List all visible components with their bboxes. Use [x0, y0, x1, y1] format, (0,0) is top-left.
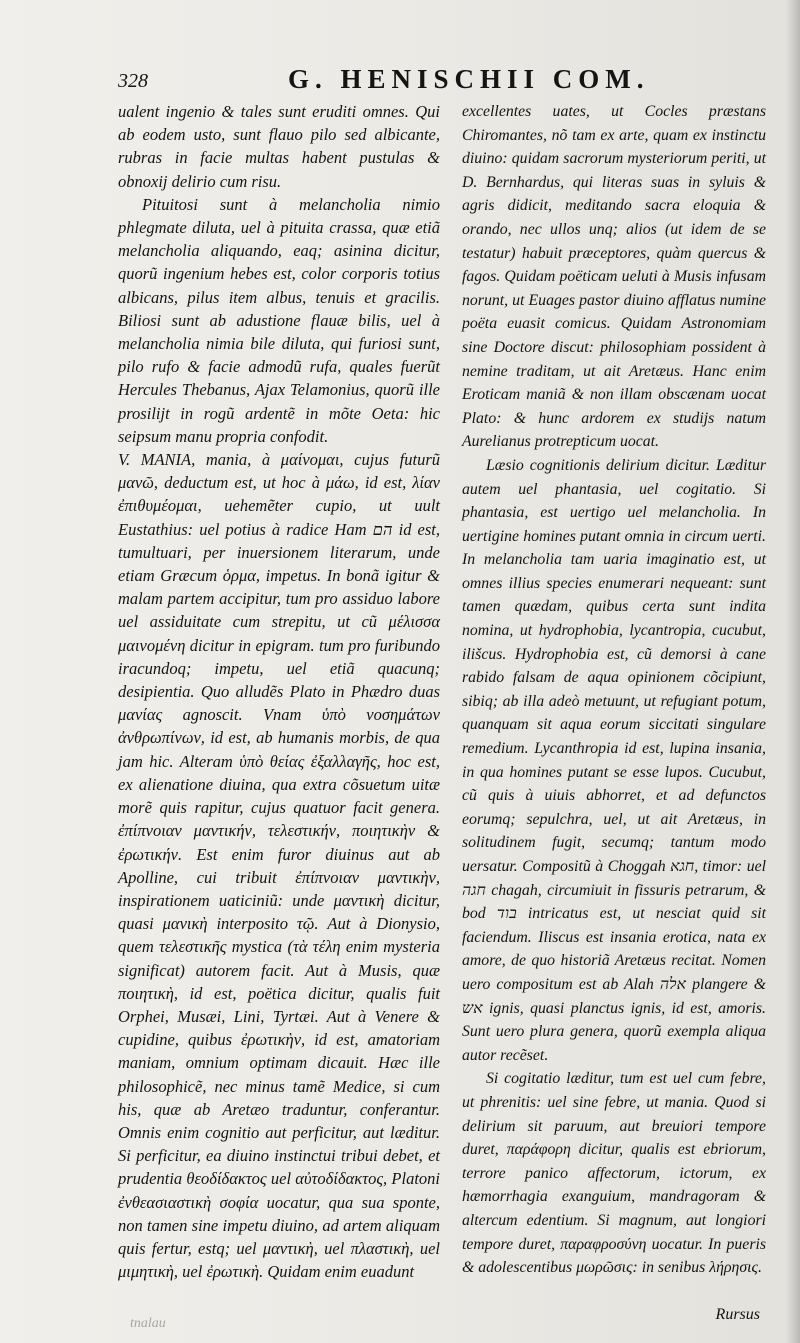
paragraph: V. MANIA, mania, à μαίνομαι, cujus futurũ μανῶ, deductum est, ut hoc à μάω, id est, λίαν ἐπιθυμέομαι, uehemẽter cupio, ut uult Eustathius: uel potius à radice Ham הם id est, tumultuari, per inuersionem literarum, unde etiam Græcum ὁρμα, impetus. In bonã igitur & malam partem accipitur, tum pro assiduo labore uel assiduitate cum strepitu, ut cũ μέλισσα μαινομένη dicitur in epigram. tum pro furibundo iracundoq; impetu, uel etiã quacunq; desipientia. Quo alludẽs Plato in Phædro duas μανίας agnoscit. Vnam ὑπὸ νοσημάτων ἀνθρωπίνων, id est, ab humanis morbis, de qua jam hic. Alteram ὑπὸ θείας ἐξαλλαγῆς, hoc est, ex alienatione diuina, qua extra cõsuetum uitæ morẽ quis rapitur, cujus quatuor facit genera. ἐπίπνοιαν μαντικήν, τελεστικήν, ποιητικὴν & ἐρωτικήν. Est enim furor diuinus aut ab Apolline, cui tribuit ἐπίπνοιαν μαντικὴν, inspirationem uaticiniũ: unde μαντικὴ dicitur, quasi μανικὴ interposito τῷ. Aut à Dionysio, quem τελεστικῆς mystica (τὰ τέλη enim mysteria significat) autorem facit. Aut à Musis, quæ ποιητικὴ, id est, poëtica dicitur, qualis fuit Orphei, Musæi, Lini, Tyrtæi. Aut à Venere & cupidine, quibus ἐρωτικὴν, id est, amatoriam maniam, omnium optimam dicauit. Hæc ille philosophicẽ, nec minus tamẽ Medice, si cum his, quæ ab Aretæo traduntur, conferantur. Omnis enim cognitio aut perficitur, aut læditur. Si perficitur, ea diuino instinctui tribui debet, et prudentia θεοδίδακτος uel αὐτοδίδακτος, Platoni ἐνθεασιαστικὴ σοφία uocatur, qua sua sponte, non tamen sine impetu diuino, ad artem aliquam quis fertur, estq; uel μαντικὴ, uel πλαστικὴ, uel μιμητικὴ, uel ἐρωτικὴ. Quidam enim euadunt — [118, 450, 440, 1282]
right-column — [462, 100, 766, 1280]
catchword: Rursus — [715, 1306, 760, 1323]
paragraph: Si cogitatio læditur, tum est uel cum febre, ut phrenitis: uel sine febre, ut mania. Quod si delirium sit paruum, aut breuiori tempore duret, παράφορη dicitur, qualis est ebriorum, terrore panico affectorum, ictorum, ex hæmorrhagia exanguium, mandragoram & altercum edentium. Si magnum, aut longiori tempore duret, παραφροσύνη uocatur. In pueris & adolescentibus μωρῶσις: in senibus λήρησις. — [462, 1070, 766, 1277]
page-number: 328 — [118, 70, 148, 92]
paragraph: ualent ingenio & tales sunt eruditi omnes. Qui ab eodem usto, sunt flauo pilo sed albicante, rubras in facie multas habent pustulas & obnoxij delirio cum risu. — [118, 102, 440, 191]
bleed-through-text: tnalau — [130, 1316, 166, 1331]
running-title: G. HENISCHII COM. — [288, 64, 650, 94]
paragraph: excellentes uates, ut Cocles præstans Chiromantes, nõ tam ex arte, quam ex instinctu diuino: quidam sacrorum mysteriorum periti, ut D. Bernhardus, qui literas suas in syluis & agris didicit, meditando sacra eloquia & orando, nec ullos unq; alios (ut idem de se testatur) habuit præceptores, quàm quercus & fagos. Quidam poëticam ueluti à Musis infusam norunt, ut Euages pastor diuino afflatus numine poëta euasit comicus. Quidam Astronomiam sine Doctore discut: philosophiam possident à nemine traditam, ut ait Aretæus. Hanc enim Eroticam maniã & non illam obscænam uocat Plato: & hunc ardorem ex studijs natum Aurelianus protrepticum uocat. — [462, 103, 766, 451]
paragraph: Læsio cognitionis delirium dicitur. Læditur autem uel phantasia, uel cogitatio. Si phantasia, est uertigo uel melancholia. In uertigine homines putant omnia in circum uerti. In melancholia tam uaria imaginatio est, ut omnes illius species enumerari nequeant: sunt tamen quædam, quibus certa sunt indita nomina, ut hydrophobia, lycantropia, cucubut, ilišcus. Hydrophobia est, cũ demorsi à cane rabido falsam de aqua opinionem cõcipiunt, sibiq; ab illa adeò metuunt, ut refugiant potum, quanquam sit aqua eorum siccitati singulare remedium. Lycanthropia id est, lupina insania, in qua homines putant se esse lupos. Cucubut, cũ quis à uiuis abhorret, et ad defunctos eorumq; sepulchra, uel, ut ait Aretæus, in solitudinem fugit, secumq; tantum modo uersatur. Compositũ à Choggah חגא, timor: uel חגה chagah, circumiuit in fissuris petrarum, & bod בוד intricatus est, ut nesciat quid sit faciendum. Iliscus est insania erotica, nata ex amore, de quo historiã Aretæus recitat. Nomen uero compositum est ab Alah אלה plangere & אש ignis, quasi planctus ignis, id est, amoris. Sunt uero plura genera, quorũ exempla aliqua autor recẽset. — [462, 456, 767, 1064]
running-head — [118, 62, 758, 92]
left-column — [118, 100, 440, 1283]
page-edge-shadow — [786, 0, 800, 1343]
paragraph: Pituitosi sunt à melancholia nimio phlegmate diluta, uel à pituita crassa, quæ etiã melancholia aliquando, eaq; asinina dicitur, quorũ ingenium hebes est, color corporis totius albicans, pilus item albus, tenuis et gracilis. Biliosi sunt ab adustione flauæ bilis, uel à melancholia nimia bile diluta, qui furiosi sunt, pilo rufo & facie admodũ rufa, quales fuerũt Hercules Thebanus, Ajax Telamonius, quorũ ille prosilijt in rogũ ardentẽ in mõte Oeta: hic seipsum manu propria confodit. — [118, 194, 440, 446]
